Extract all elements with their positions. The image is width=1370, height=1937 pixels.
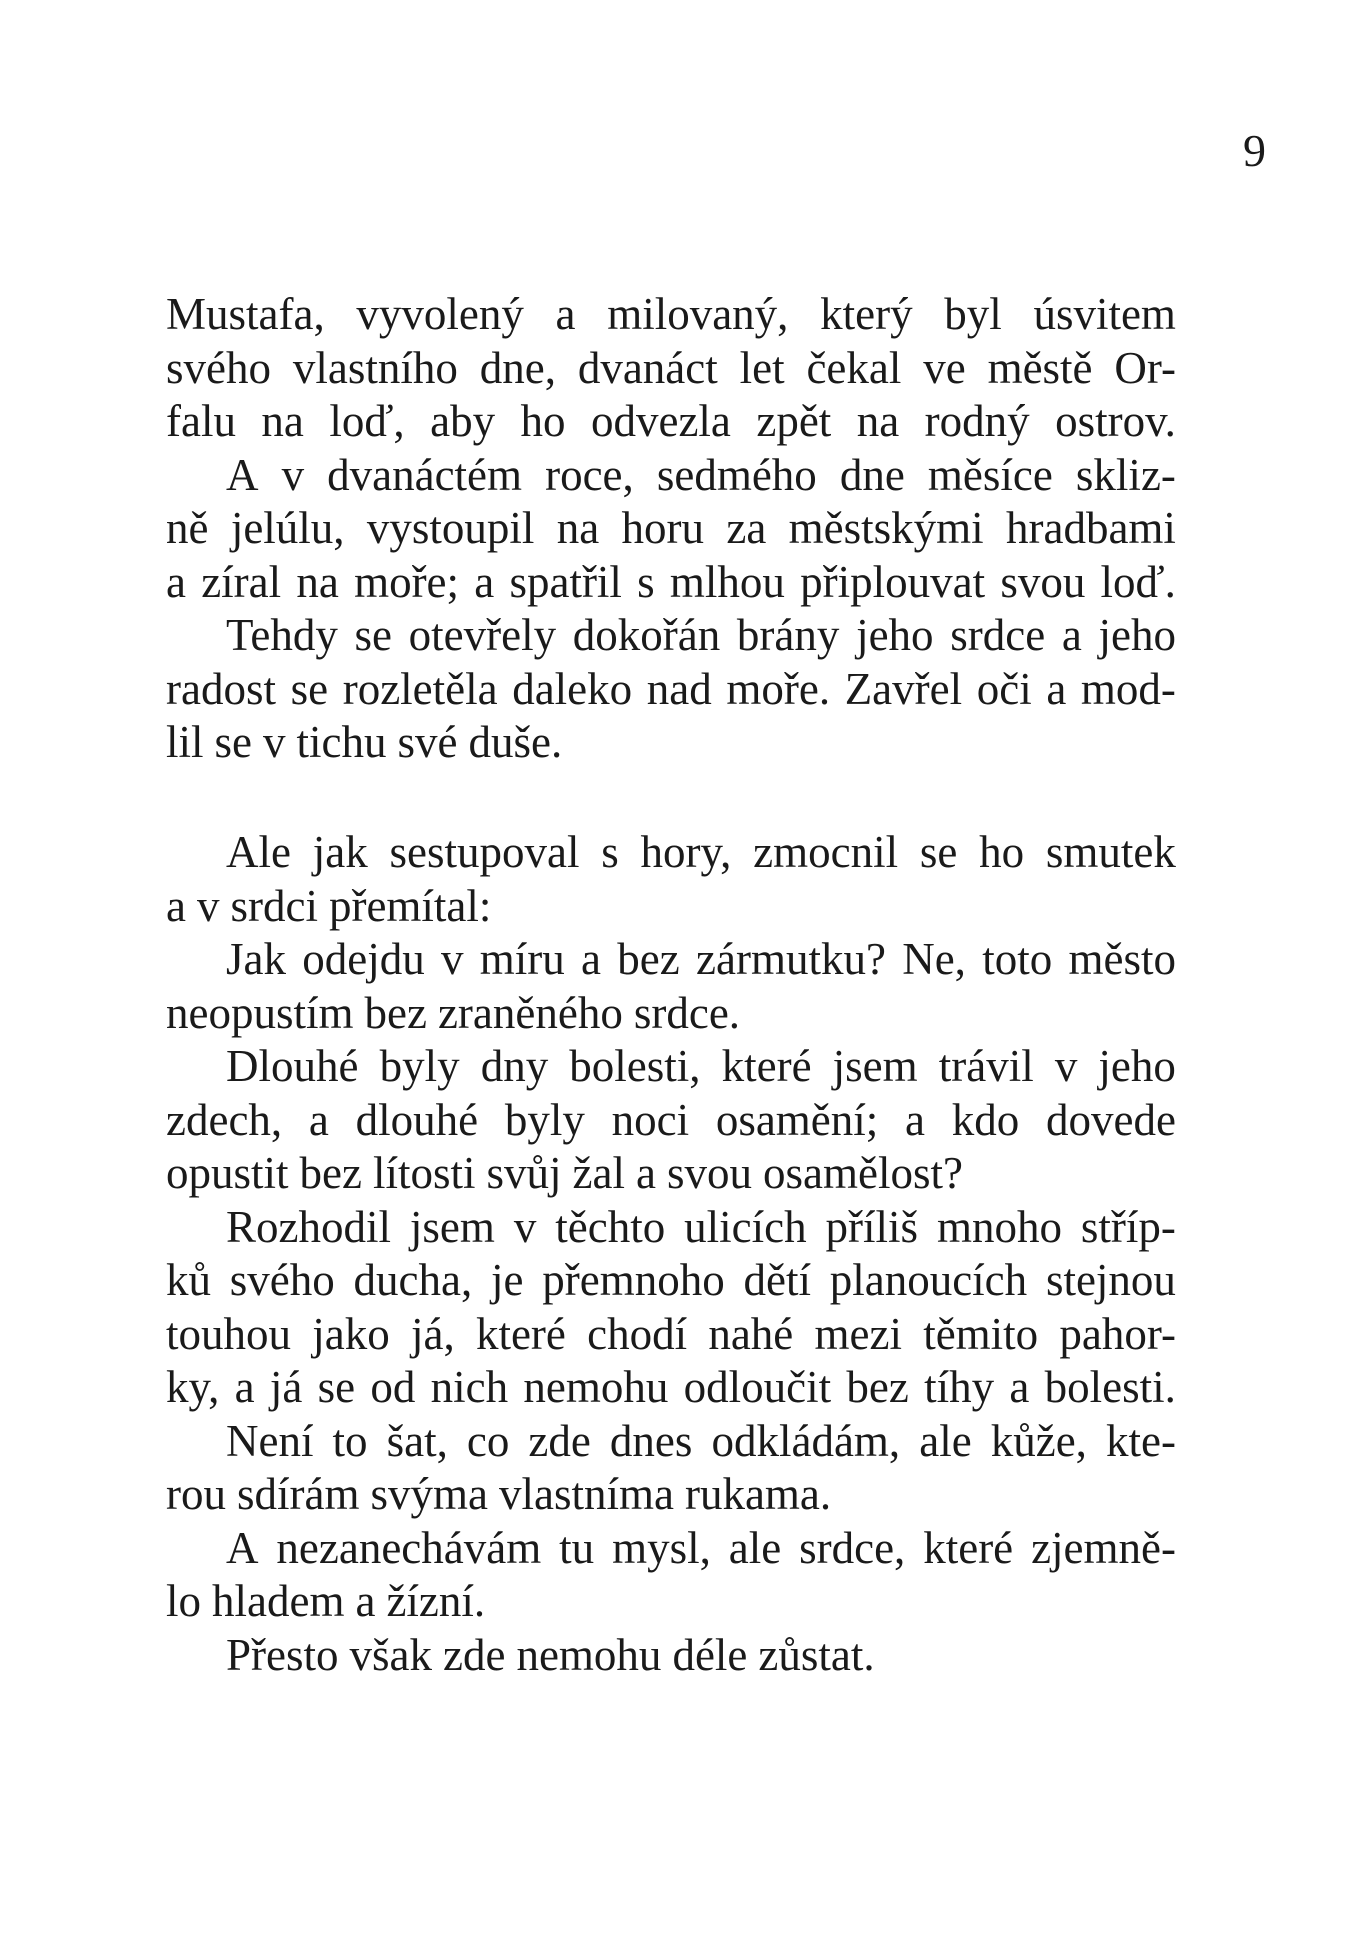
word: já [269,1362,303,1412]
word: zjemně- [1031,1522,1176,1573]
word: městskými [788,503,984,553]
word: šat, [386,1415,448,1466]
word: jsem [832,1041,918,1091]
word: pahor- [1059,1308,1176,1359]
word: falu [166,396,236,446]
word: osamělost? [762,1148,963,1198]
word: mysl, [612,1522,711,1573]
word: svou [1000,556,1086,607]
text-line [166,1522,1176,1576]
word: vyvolený [356,289,524,339]
word: s [637,556,655,607]
text-line [166,1040,1176,1094]
text-line [166,288,1176,342]
word: žízní. [386,1576,486,1626]
text-line [166,716,1176,770]
word: se [354,610,392,660]
text-line [166,880,1176,934]
word: jeho [856,610,934,660]
word: co [466,1415,510,1466]
word: sdírám [237,1469,360,1519]
text-line [166,1468,1176,1522]
word: nezanechávám [276,1522,542,1573]
word: zpět [756,396,832,446]
word: nemohu [516,1629,662,1680]
word: stříp- [1080,1201,1176,1252]
word: roce, [545,449,634,500]
word: Mustafa, [166,289,325,339]
word: odvezla [590,396,731,446]
word: srdce. [633,987,741,1038]
word: ale [728,1522,782,1573]
word: nahé [708,1308,794,1359]
word: Přesto [226,1629,339,1680]
text-line [166,987,1176,1041]
word: za [726,503,767,553]
word: byly [379,1041,460,1091]
word: od [370,1362,416,1412]
word: Dlouhé [226,1041,359,1091]
word: zde [443,1629,506,1680]
word: mnoho [936,1201,1062,1252]
word: milovaný, [607,289,789,339]
word: dnes [609,1415,693,1466]
word: dovede [1045,1094,1176,1145]
word: ale [919,1415,972,1466]
word: loď, [329,396,405,446]
word: noci [611,1094,690,1145]
word: horu [621,503,705,553]
word: a [234,1362,255,1412]
word: s [601,827,619,877]
word: přemítal: [328,880,492,931]
word: jelúlu, [230,503,345,553]
word: nad [646,663,712,714]
word: vlastního [292,342,458,393]
word: ky, [166,1362,220,1412]
word: to [332,1415,368,1466]
word: Jak [226,934,286,984]
word: a [166,880,186,931]
word: moře. [726,663,831,714]
word: spatřil [509,556,622,607]
word: bez [617,934,680,984]
word: přemnoho [542,1255,725,1305]
text-line [166,1629,1176,1683]
word: stejnou [1045,1255,1176,1305]
word: kte- [1105,1415,1176,1466]
word: a [308,1094,329,1145]
word: které [721,1041,812,1091]
word: čekal [806,342,902,393]
word: hladem [212,1576,345,1626]
word: ků [166,1255,211,1305]
word: zdech, [166,1094,283,1145]
word: ně [166,503,209,553]
word: bolesti. [1044,1362,1176,1412]
text-line [166,556,1176,610]
word: a [1061,610,1082,660]
word: a [166,556,186,607]
page-number: 9 [1243,125,1266,176]
word: odkládám, [711,1415,901,1466]
text-line [166,1094,1176,1148]
word: aby [430,396,496,446]
text-line [166,933,1176,987]
word: ducha, [353,1255,473,1305]
word: ho [979,827,1025,877]
word: jeho [1098,1041,1176,1091]
word: se [919,827,958,877]
word: úsvitem [1033,289,1176,339]
word: své [397,717,458,767]
word: skliz- [1075,449,1176,500]
word: smutek [1045,827,1176,877]
word: toto [982,934,1053,984]
word: osamění; [715,1094,879,1145]
word: Ne, [902,934,966,984]
word: mezi [814,1308,902,1359]
word: srdce, [799,1522,906,1573]
word: v [1054,1041,1078,1091]
word: zůstat. [758,1629,875,1680]
word: let [739,342,785,393]
word: kdo [951,1094,1020,1145]
word: zármutku? [696,934,886,984]
word: bolesti, [569,1041,701,1091]
word: Není [226,1415,314,1466]
word: ve [923,342,966,393]
paragraph-group-1 [166,288,1176,770]
word: zraněného [437,987,623,1038]
word: daleko [512,663,633,714]
word: neopustím [166,987,354,1038]
word: brány [736,610,840,660]
word: jak [312,827,368,877]
word: bez [364,987,427,1038]
word: žal [572,1148,625,1198]
word: na [856,396,900,446]
word: dlouhé [355,1094,479,1145]
paragraph-group-2 [166,826,1176,1682]
word: příliš [825,1201,919,1252]
word: vystoupil [366,503,535,553]
word: bez [846,1362,909,1412]
word: dětí [743,1255,811,1305]
text-line [166,826,1176,880]
word: svýma [370,1469,488,1519]
word: které [475,1308,566,1359]
word: v [441,934,464,984]
word: já, [410,1308,455,1359]
word: dny [480,1041,549,1091]
word: nemohu [523,1362,669,1412]
word: rozletěla [342,663,498,714]
word: bez [299,1148,362,1198]
word: a [905,1094,925,1145]
word: radost [166,663,276,714]
word: jeho [1098,610,1176,660]
word: nich [430,1362,509,1412]
word: Tehdy [226,610,338,660]
word: dvanáctém [327,449,523,500]
word: Or- [1114,342,1176,393]
word: sedmého [656,449,817,500]
word: trávil [938,1041,1034,1091]
text-line [166,663,1176,717]
word: hradbami [1006,503,1176,553]
word: se [290,663,329,714]
word: srdci [230,880,318,931]
word: v [263,717,286,767]
word: a [1009,1362,1030,1412]
word: dvanáct [577,342,718,393]
word: A [226,449,259,500]
word: kůže, [990,1415,1087,1466]
word: byly [504,1094,585,1145]
word: hory, [640,827,732,877]
word: Zavřel [844,663,963,714]
text-line [166,449,1176,503]
word: a [635,1148,656,1198]
word: město [1068,934,1176,984]
word: však [349,1629,432,1680]
word: lítosti [372,1148,476,1198]
word: touhou [166,1308,292,1359]
word: jsem [409,1201,495,1252]
word: na [261,396,304,446]
word: se [317,1362,356,1412]
word: na [296,556,339,607]
word: odejdu [302,934,425,984]
word: ho [520,396,566,446]
word: Rozhodil [226,1201,391,1252]
word: tichu [296,717,387,767]
word: městě [987,342,1093,393]
word: lo [166,1576,202,1626]
word: opustit [166,1148,289,1198]
word: sestupoval [389,827,580,877]
word: které [923,1522,1014,1573]
word: lil [166,717,204,767]
word: duše. [468,717,563,767]
word: těmito [923,1308,1039,1359]
text-line [166,1254,1176,1308]
word: dokořán [572,610,721,660]
text-line [166,502,1176,556]
word: a [355,1576,376,1626]
word: míru [479,934,565,984]
word: loď. [1100,556,1176,607]
word: na [556,503,600,553]
word: planoucích [829,1255,1028,1305]
word: v [513,1201,537,1252]
word: svého [166,342,271,393]
word: moře; [354,556,460,607]
word: rodný [924,396,1030,446]
word: zmocnil [753,827,899,877]
word: svou [666,1148,752,1198]
word: mod- [1080,663,1176,714]
text-line [166,1361,1176,1415]
word: připlouvat [800,556,986,607]
word: těchto [555,1201,666,1252]
word: mlhou [669,556,785,607]
text-line [166,1147,1176,1201]
word: zde [528,1415,591,1466]
word: a [1046,663,1067,714]
text-line [166,609,1176,663]
word: rukama. [684,1469,832,1519]
word: svůj [486,1148,562,1198]
word: v [281,449,305,500]
word: odloučit [683,1362,832,1412]
word: otevřely [408,610,557,660]
word: jako [312,1308,390,1359]
word: déle [672,1629,748,1680]
word: který [820,289,913,339]
word: měsíce [927,449,1053,500]
word: tu [559,1522,595,1573]
word: vlastníma [498,1469,674,1519]
word: chodí [587,1308,688,1359]
word: A [226,1522,259,1573]
word: ulicích [684,1201,807,1252]
word: Ale [226,827,291,877]
word: ostrov. [1055,396,1176,446]
word: a [555,289,576,339]
word: dne [839,449,905,500]
word: dne, [479,342,556,393]
word: srdce [950,610,1046,660]
word: oči [976,663,1032,714]
word: a [474,556,495,607]
word: rou [166,1469,226,1519]
word: v [196,880,220,931]
word: tíhy [924,1362,995,1412]
word: je [491,1255,524,1305]
word: zíral [201,556,282,607]
text-line [166,395,1176,449]
word: svého [229,1255,335,1305]
text-line [166,1415,1176,1469]
text-line [166,342,1176,396]
text-line [166,1308,1176,1362]
word: a [581,934,602,984]
word: se [214,717,253,767]
word: byl [944,289,1002,339]
text-line [166,1201,1176,1255]
text-line [166,1575,1176,1629]
